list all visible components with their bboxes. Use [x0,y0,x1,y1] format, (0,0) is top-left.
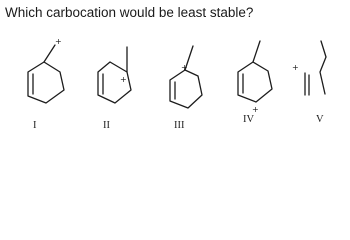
methyl-bond [253,41,260,62]
question-text: Which carbocation would be least stable? [5,5,254,20]
structure-II [98,47,131,131]
label-II: II [103,120,110,131]
cation-charge: + [55,37,62,46]
structure-V [292,41,326,125]
label-V: V [316,114,324,125]
label-III: III [174,120,185,131]
label-I: I [33,120,37,131]
label-IV: IV [243,114,255,125]
methylene-bond [44,45,55,62]
chain-bonds [320,41,326,94]
cation-charge: + [252,105,259,114]
cation-charge: + [120,75,127,84]
cation-charge: + [181,63,188,72]
cation-charge: + [292,63,299,72]
structure-III [170,46,202,131]
structure-IV [238,41,272,125]
structure-I [28,37,64,131]
